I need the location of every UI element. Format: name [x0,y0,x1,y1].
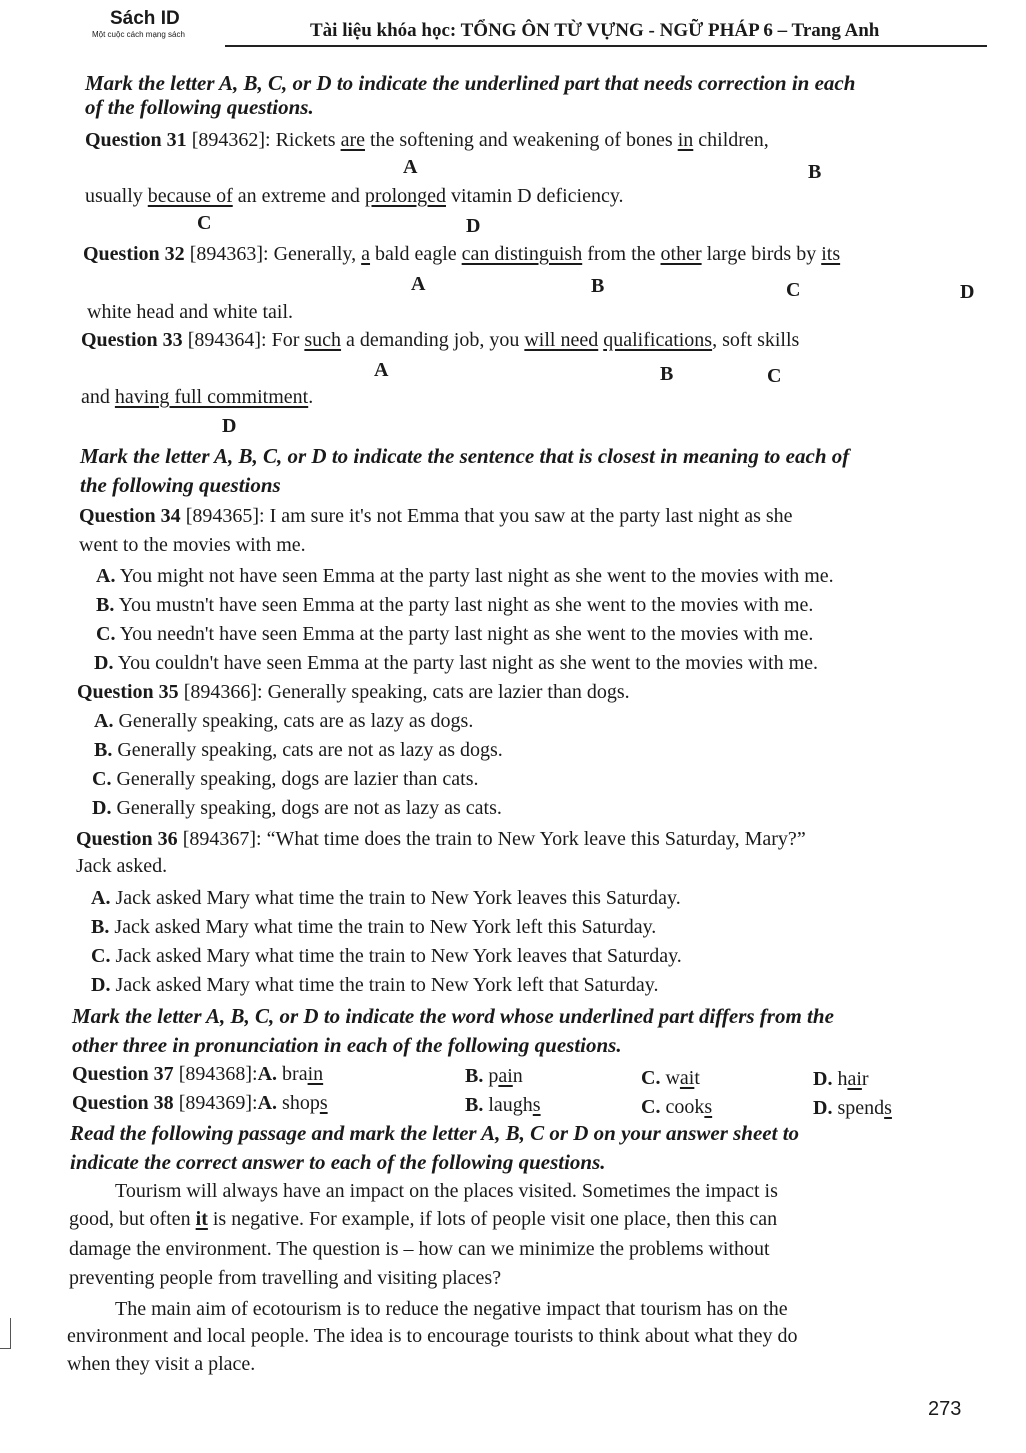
answer-option [813,1066,869,1092]
passage-p1-line4: preventing people from travelling and visiting places? [69,1267,502,1289]
label-b: B [660,363,674,385]
option-letter: A. [91,887,111,909]
underlined-part-a: such [304,329,342,351]
question-code: [894362]: [186,129,276,151]
instruction-pronunciation-line1: Mark the letter A, B, C, or D to indicate the word whose underlined part differs from the [72,1004,834,1028]
text: vitamin D deficiency. [446,185,624,207]
option-text: Jack asked Mary what time the train to New York leaves that Saturday. [110,945,682,967]
underlined-part-c: because of [147,185,233,207]
answer-option [465,1063,523,1089]
option-letter: A. [257,1092,278,1114]
underlined-sound: ai [679,1067,695,1089]
answer-option [91,885,681,911]
text: and [81,386,115,408]
question-35-stem [77,679,630,705]
underlined-part-d: its [821,243,841,265]
text: Generally, [273,243,362,265]
underlined-sound: s [319,1092,328,1114]
question-number: Question 31 [85,129,187,151]
option-text: Jack asked Mary what time the train to New York leaves this Saturday. [110,887,681,909]
text: Rickets [275,129,341,151]
option-letter: D. [813,1097,833,1119]
answer-option [94,708,473,734]
question-code: [894365]: [180,505,270,527]
underlined-part-b: will need [524,329,599,351]
answer-option [96,563,834,589]
option-letter: D. [94,652,114,674]
label-d: D [466,215,481,237]
option-text: Jack asked Mary what time the train to New York left that Saturday. [110,974,659,996]
text: , soft skills [712,329,800,351]
underlined-part-a: are [340,129,365,151]
question-33-line1 [81,327,799,353]
instruction-closest-line2: the following questions [80,473,281,497]
option-letter: C. [641,1067,661,1089]
instruction-correction-line1: Mark the letter A, B, C, or D to indicate the underlined part that needs correction in each [85,71,856,95]
underlined-sound: s [532,1094,541,1116]
option-text: h [832,1068,848,1090]
text: good, but often [69,1208,196,1230]
text: a demanding job, you [341,329,525,351]
underlined-reference: it [195,1208,208,1230]
text: large birds by [701,243,822,265]
label-b: B [591,275,605,297]
instruction-reading-line2: indicate the correct answer to each of the following questions. [70,1150,606,1174]
question-31-line1 [85,127,769,153]
option-letter: C. [91,945,111,967]
question-36-stem [76,826,806,852]
question-code: [894367]: [177,828,267,850]
option-letter: A. [257,1063,278,1085]
option-letter: A. [94,710,114,732]
option-letter: A. [96,565,116,587]
option-letter: B. [94,739,113,761]
passage-p2-line3: when they visit a place. [67,1353,256,1375]
question-number: Question 34 [79,505,181,527]
instruction-pronunciation-line2: other three in pronunciation in each of the following questions. [72,1033,622,1057]
option-letter: C. [641,1096,661,1118]
question-38 [72,1090,328,1116]
question-32-line2: white head and white tail. [87,301,294,323]
margin-mark [0,1318,11,1349]
option-text: laugh [483,1094,533,1116]
label-d: D [960,281,975,303]
page-number: 273 [928,1398,962,1420]
option-letter: C. [96,623,116,645]
option-letter: B. [91,916,110,938]
passage-p1-line1: Tourism will always have an impact on the places visited. Sometimes the impact is [115,1180,778,1202]
question-number: Question 37 [72,1063,174,1085]
instruction-correction-line2: of the following questions. [85,95,314,119]
question-32-line1 [83,241,840,267]
text: usually [85,185,148,207]
answer-option [641,1094,712,1120]
option-text: Generally speaking, dogs are not as lazy as cats. [111,797,502,819]
question-number: Question 38 [72,1092,174,1114]
logo-tagline: Một cuộc cách mạng sách [92,30,185,39]
label-c: C [786,279,801,301]
option-letter: C. [92,768,112,790]
answer-option [91,972,658,998]
option-text: Generally speaking, dogs are lazier than cats. [111,768,479,790]
passage-p2-line1: The main aim of ecotourism is to reduce the negative impact that tourism has on the [115,1298,788,1320]
option-text: Generally speaking, cats are not as lazy as dogs. [112,739,503,761]
label-d: D [222,415,237,437]
label-a: A [403,156,418,178]
text: For [271,329,305,351]
option-letter: D. [813,1068,833,1090]
question-34-stem [79,503,793,529]
option-letter: B. [96,594,115,616]
option-letter: D. [91,974,111,996]
answer-option [91,943,682,969]
answer-option [94,737,503,763]
logo-title: Sách ID [110,8,180,29]
instruction-reading-line1: Read the following passage and mark the letter A, B, C or D on your answer sheet to [70,1121,800,1145]
passage-p2-line2: environment and local people. The idea is to encourage tourists to think about what they do [67,1325,798,1347]
option-text: w [660,1067,680,1089]
question-number: Question 35 [77,681,179,703]
stem-text: Generally speaking, cats are lazier than dogs. [267,681,630,703]
passage-p1-line2 [69,1206,777,1232]
instruction-closest-line1: Mark the letter A, B, C, or D to indicate the sentence that is closest in meaning to each of [80,444,850,468]
passage-p1-line3: damage the environment. The question is – how can we minimize the problems without [69,1238,770,1260]
underlined-part-b: can distinguish [461,243,583,265]
option-text: p [483,1065,499,1087]
text: from the [582,243,661,265]
underlined-part-c: other [660,243,702,265]
answer-option [94,650,818,676]
option-text: You needn't have seen Emma at the party last night as she went to the movies with me. [115,623,814,645]
question-33-line2 [81,384,313,410]
option-text: r [861,1068,869,1090]
question-code: [894369]: [173,1092,258,1114]
header-rule [225,45,987,47]
text: an extreme and [232,185,365,207]
question-number: Question 32 [83,243,185,265]
text: the softening and weakening of bones [365,129,678,151]
underlined-part-a: a [361,243,371,265]
underlined-sound: in [307,1063,324,1085]
question-code: [894366]: [178,681,268,703]
option-letter: B. [465,1065,484,1087]
text: bald eagle [370,243,462,265]
option-text: n [512,1065,523,1087]
underlined-part-c: qualifications [603,329,713,351]
option-text: shop [277,1092,320,1114]
question-code: [894364]: [182,329,272,351]
text: is negative. For example, if lots of people visit one place, then this can [207,1208,778,1230]
underlined-sound: ai [847,1068,862,1090]
option-letter: B. [465,1094,484,1116]
question-number: Question 33 [81,329,183,351]
answer-option [96,621,813,647]
stem-text: “What time does the train to New York leave this Saturday, Mary?” [266,828,806,850]
option-letter: D. [92,797,112,819]
answer-option [92,766,479,792]
option-text: t [694,1067,700,1089]
answer-option [92,795,502,821]
option-text: You might not have seen Emma at the party last night as she went to the movies with me. [115,565,834,587]
underlined-sound: s [704,1096,713,1118]
underlined-sound: s [884,1097,892,1119]
option-text: Jack asked Mary what time the train to New York left this Saturday. [109,916,657,938]
question-code: [894363]: [184,243,274,265]
text: . [308,386,314,408]
answer-option [96,592,813,618]
answer-option [813,1095,892,1121]
option-text: Generally speaking, cats are as lazy as dogs. [113,710,474,732]
question-36-stem-line2: Jack asked. [76,855,168,877]
question-34-stem-line2: went to the movies with me. [79,534,306,556]
underlined-part-b: in [677,129,694,151]
label-c: C [197,212,212,234]
publisher-logo [92,8,232,39]
question-code: [894368]: [173,1063,258,1085]
question-31-line2 [85,183,624,209]
course-title: Tài liệu khóa học: TỔNG ÔN TỪ VỰNG - NGỮ PHÁP 6 – Trang Anh [310,20,880,41]
option-text: cook [660,1096,705,1118]
text: children, [693,129,769,151]
underlined-part-d: having full commitment [114,386,309,408]
option-text: bra [277,1063,308,1085]
label-c: C [767,365,782,387]
label-a: A [374,359,389,381]
option-text: You mustn't have seen Emma at the party last night as she went to the movies with me. [114,594,814,616]
underlined-sound: ai [498,1065,513,1087]
underlined-part-d: prolonged [364,185,446,207]
option-text: You couldn't have seen Emma at the party last night as she went to the movies with me. [113,652,819,674]
label-b: B [808,161,822,183]
label-a: A [411,273,426,295]
answer-option [91,914,656,940]
question-37 [72,1061,323,1087]
option-text: spend [832,1097,885,1119]
answer-option [465,1092,541,1118]
question-number: Question 36 [76,828,178,850]
stem-text: I am sure it's not Emma that you saw at the party last night as she [269,505,793,527]
answer-option [641,1065,700,1091]
